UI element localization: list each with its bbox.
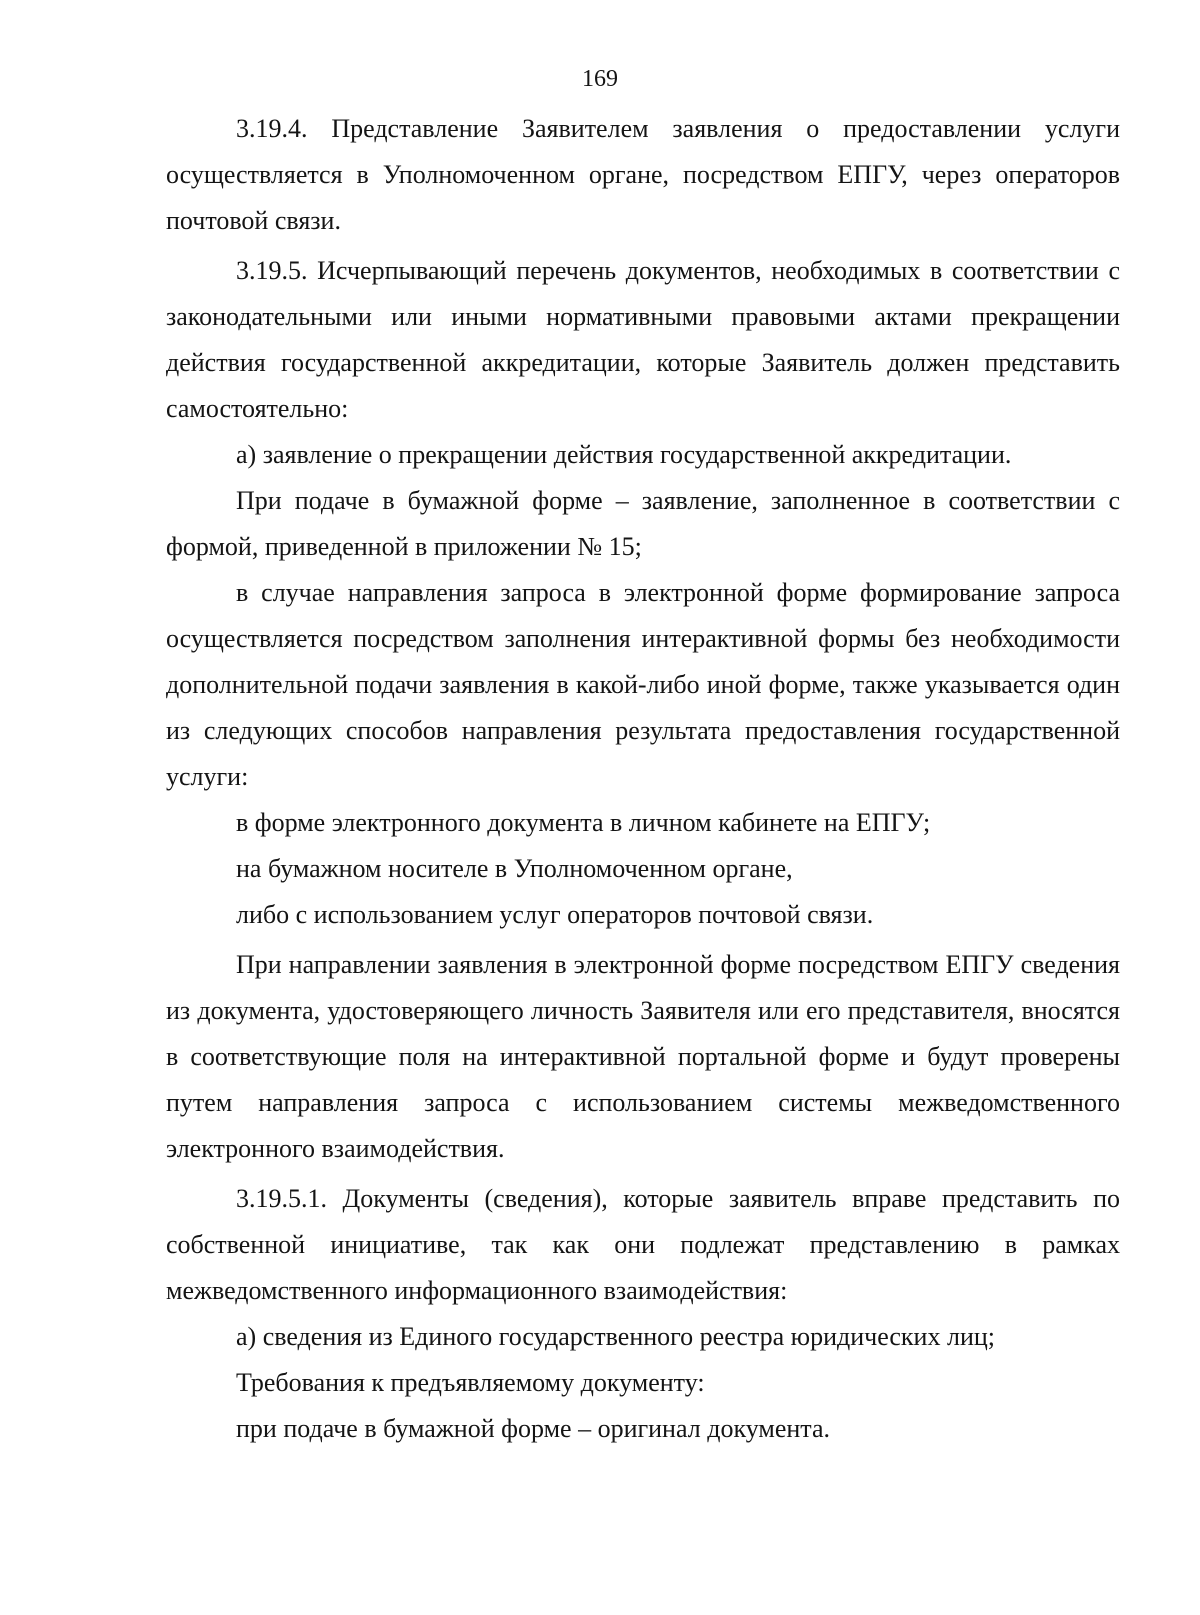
paragraph-original-document: при подаче в бумажной форме – оригинал документа. (236, 1414, 830, 1443)
list-item-paper-medium: на бумажном носителе в Уполномоченном органе, (236, 854, 793, 883)
document-body (166, 106, 1120, 1452)
paragraph-3-19-4: 3.19.4. Представление Заявителем заявления о предоставлении услуги осуществляется в Уполномоченном органе, посредством ЕПГУ, через операторов почтовой связи. (166, 114, 1120, 235)
paragraph-epgu-identity: При направлении заявления в электронной форме посредством ЕПГУ сведения из документа, удостоверяющего личность Заявителя или его представителя, вносятся в соответствующие поля на интерактивной портальной форме и будут проверены путем направления запроса с использованием системы межведомственного электронного взаимодействия. (166, 950, 1120, 1163)
paragraph-electronic-form: в случае направления запроса в электронной форме формирование запроса осуществляется посредством заполнения интерактивной формы без необходимости дополнительной подачи заявления в какой-либо иной форме, также указывается один из следующих способов направления результата предоставления государственной услуги: (166, 578, 1120, 791)
paragraph-requirements: Требования к предъявляемому документу: (236, 1368, 705, 1397)
paragraph-3-19-5-1: 3.19.5.1. Документы (сведения), которые заявитель вправе представить по собственной инициативе, так как они подлежат представлению в рамках межведомственного информационного взаимодействия: (166, 1184, 1120, 1305)
paragraph-paper-form: При подаче в бумажной форме – заявление, заполненное в соответствии с формой, приведенной в приложении № 15; (166, 486, 1120, 561)
paragraph-3-19-5: 3.19.5. Исчерпывающий перечень документов, необходимых в соответствии с законодательными или иными нормативными правовыми актами прекращении действия государственной аккредитации, которые Заявитель должен представить самостоятельно: (166, 256, 1120, 423)
list-item-postal: либо с использованием услуг операторов почтовой связи. (236, 900, 874, 929)
list-item-electronic-document: в форме электронного документа в личном кабинете на ЕПГУ; (236, 808, 931, 837)
page-number: 169 (582, 66, 618, 92)
list-item-a-application: а) заявление о прекращении действия государственной аккредитации. (236, 440, 1012, 469)
list-item-a-egrul: а) сведения из Единого государственного реестра юридических лиц; (236, 1322, 996, 1351)
